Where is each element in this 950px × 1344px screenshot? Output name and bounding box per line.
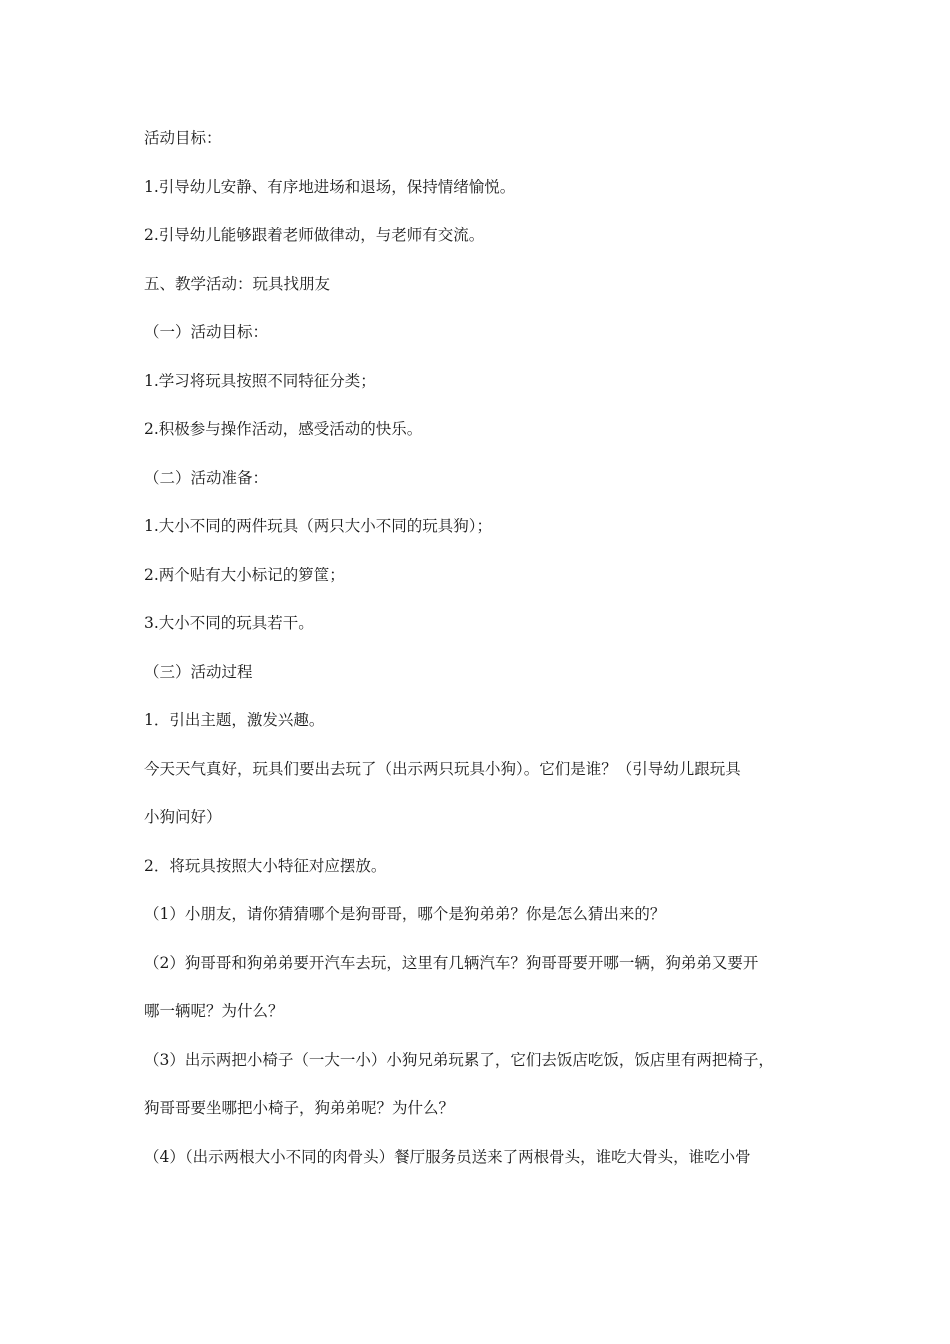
process-question-2-cont: 哪一辆呢？为什么？ [144,1002,284,1020]
process-question-3: （3）出示两把小椅子（一大一小）小狗兄弟玩累了，它们去饭店吃饭，饭店里有两把椅子， [144,1050,774,1069]
process-step-1-text: 今天天气真好，玩具们要出去玩了（出示两只玩具小狗）。它们是谁？（引导幼儿跟玩具 [144,759,741,778]
process-question-3-cont: 狗哥哥要坐哪把小椅子，狗弟弟呢？为什么？ [144,1099,455,1117]
document-body [144,126,824,1193]
process-question-2: （2）狗哥哥和狗弟弟要开汽车去玩，这里有几辆汽车？狗哥哥要开哪一辆，狗弟弟又要开 [144,953,759,972]
goal-item-1: 1.引导幼儿安静、有序地进场和退场，保持情绪愉悦。 [144,177,516,196]
process-step-2: 2．将玩具按照大小特征对应摆放。 [144,856,387,875]
activity-goal-1: 1.学习将玩具按照不同特征分类； [144,371,376,390]
preparation-item-3: 3.大小不同的玩具若干。 [144,614,314,632]
process-question-1: （1）小朋友，请你猜猜哪个是狗哥哥，哪个是狗弟弟？你是怎么猜出来的？ [144,905,666,923]
process-question-4: （4）（出示两根大小不同的肉骨头）餐厅服务员送来了两根骨头，谁吃大骨头，谁吃小骨 [144,1147,751,1166]
subheading-activity-preparation: （二）活动准备： [144,468,269,487]
section-heading-activity-goals: 活动目标： [144,129,222,147]
preparation-item-1: 1.大小不同的两件玩具（两只大小不同的玩具狗）； [144,517,493,535]
goal-item-2: 2.引导幼儿能够跟着老师做律动，与老师有交流。 [144,226,485,244]
preparation-item-2: 2.两个贴有大小标记的箩筐； [144,565,345,584]
process-step-1: 1．引出主题，激发兴趣。 [144,711,325,729]
activity-goal-2: 2.积极参与操作活动，感受活动的快乐。 [144,420,423,438]
process-step-1-text-cont: 小狗问好） [144,808,222,826]
subheading-activity-goals: （一）活动目标： [144,323,269,341]
section-heading-teaching-activity: 五、教学活动：玩具找朋友 [144,274,331,293]
subheading-activity-process: （三）活动过程 [144,662,253,681]
